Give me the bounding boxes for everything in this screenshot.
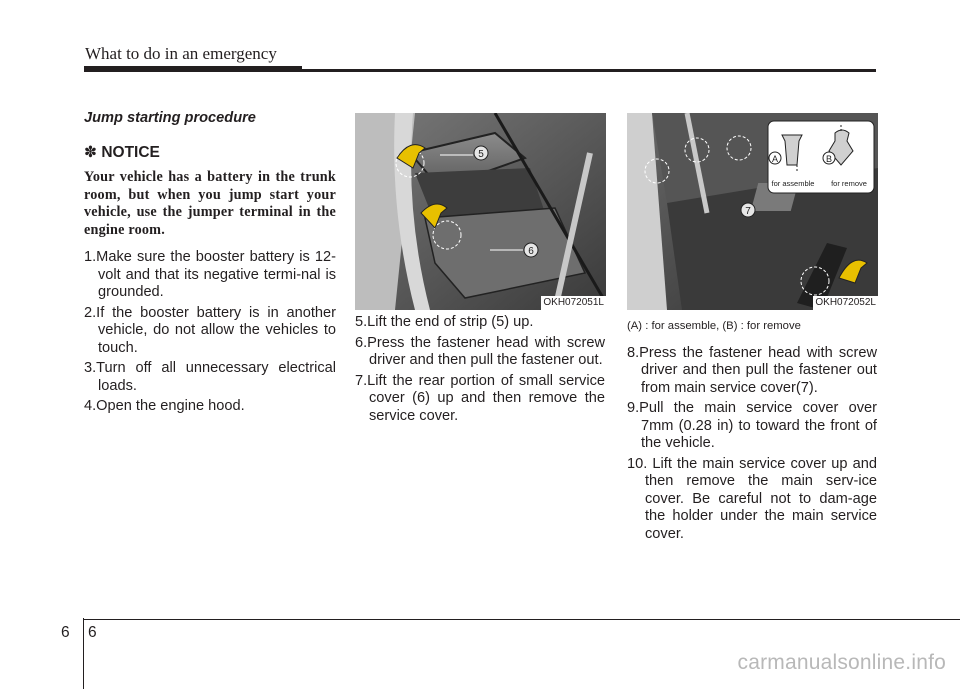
figure-code: OKH072052L [815, 297, 876, 308]
notice-body: Your vehicle has a battery in the trunk room, but when you jump start your vehicle, use the jumper terminal in the engine room. [84, 169, 336, 238]
inset-caption-remove: for remove [831, 179, 867, 188]
inset-caption-assemble: for assemble [771, 179, 815, 188]
figure-caption: (A) : for assemble, (B) : for remove [627, 320, 801, 332]
step-item: 4.Open the engine hood. [84, 398, 245, 414]
footer-divider-horizontal [83, 619, 960, 620]
footer-divider-vertical [83, 618, 84, 689]
step-item: 3.Turn off all unnecessary electrical loads. [84, 360, 336, 394]
step-list [84, 249, 336, 416]
figure-engine-cover-small [355, 113, 606, 310]
step-item: 7.Lift the rear portion of small service cover (6) up and then remove the service cover. [355, 372, 605, 424]
inset-label-b: B [825, 154, 833, 164]
step-list [355, 314, 605, 425]
header-title: What to do in an emergency [85, 44, 277, 63]
step-item: 8.Press the fastener head with screw driver and then pull the fastener out from main service cover(7). [627, 344, 877, 396]
header-rule [84, 69, 876, 72]
step-item: 10. Lift the main service cover up and then remove the main serv-ice cover. Be careful not to dam-age the holder under the main service cover. [627, 455, 877, 542]
notice-symbol-icon: ✽ [84, 143, 97, 161]
step-item: 6.Press the fastener head with screw driver and then pull the fastener out. [355, 334, 605, 368]
notice-heading [84, 144, 336, 162]
engine-photo-illustration-2 [627, 113, 878, 310]
step-item: 5.Lift the end of strip (5) up. [355, 314, 534, 330]
step-item: 9.Pull the main service cover over 7mm (0.28 in) to toward the front of the vehicle. [627, 400, 877, 451]
figure-label-7: 7 [745, 206, 751, 217]
figure-main-service-cover [627, 113, 878, 310]
section-heading: Jump starting procedure [84, 110, 256, 126]
left-column [84, 110, 336, 419]
notice-label: NOTICE [101, 143, 160, 161]
middle-column [355, 314, 605, 428]
watermark: carmanualsonline.info [737, 651, 946, 674]
inset-label-a: A [771, 154, 779, 164]
figure-code: OKH072051L [543, 297, 604, 308]
engine-photo-illustration [355, 113, 606, 310]
page-number: 6 [88, 624, 97, 641]
step-item: 2.If the booster battery is in another vehicle, do not allow the vehicles to touch. [84, 304, 336, 356]
step-item: 1.Make sure the booster battery is 12-volt and that its negative termi-nal is grounded. [84, 249, 336, 300]
step-list [627, 345, 877, 544]
figure-label-6: 6 [528, 246, 534, 257]
chapter-number: 6 [61, 624, 70, 641]
figure-label-5: 5 [478, 149, 484, 160]
right-column [627, 318, 877, 546]
